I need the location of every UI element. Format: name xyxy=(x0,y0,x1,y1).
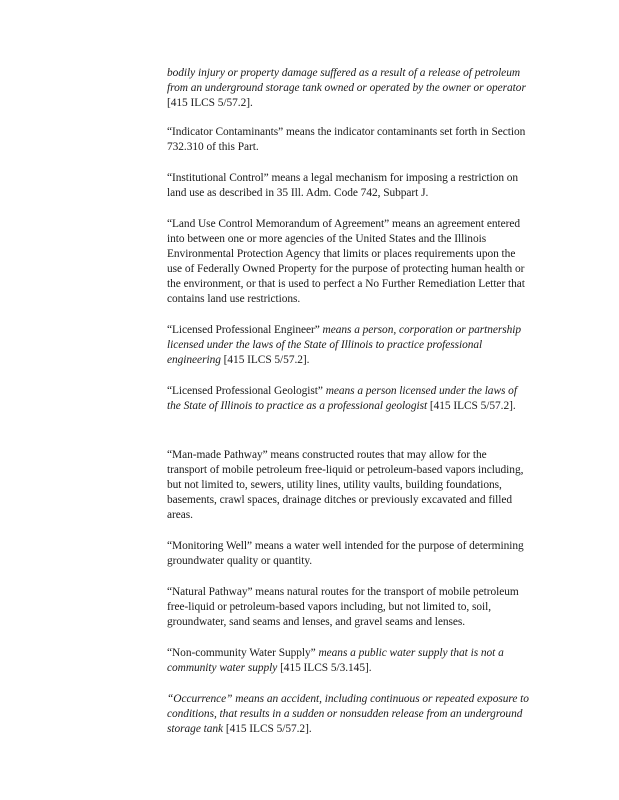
segment: [415 ILCS 5/57.2]. xyxy=(223,723,312,735)
segment: bodily injury or property damage suffered as a result of a release of petroleum from an underground storage tank owned or operated by the owner or operator xyxy=(167,67,526,94)
definition-licensed-professional-engineer xyxy=(167,323,529,368)
definition-occurrence xyxy=(167,692,529,737)
segment: “Licensed Professional Geologist” xyxy=(167,385,326,397)
segment: [415 ILCS 5/57.2]. xyxy=(167,97,253,109)
segment: means a public water supply that is not a community water supply xyxy=(167,647,504,674)
definition-owner-operator-continuation xyxy=(167,66,529,111)
segment: “Monitoring Well” means a water well intended for the purpose of determining groundwater quality or quantity. xyxy=(167,540,524,567)
segment: “Man-made Pathway” means constructed routes that may allow for the transport of mobile petroleum free-liquid or petroleum-based vapors including, but not limited to, sewers, utility lines, utility vaults, building foundations, basements, crawl spaces, drainage ditches or previously excavated and filled areas. xyxy=(167,449,524,521)
definition-indicator-contaminants xyxy=(167,125,529,155)
definition-natural-pathway xyxy=(167,585,529,630)
segment: “Licensed Professional Engineer” xyxy=(167,324,323,336)
segment: means a person licensed under the laws of the State of Illinois to practice as a professional geologist xyxy=(167,385,517,412)
segment: means a person, corporation or partnership licensed under the laws of the State of Illinois to practice professional engineering xyxy=(167,324,522,366)
definition-licensed-professional-geologist xyxy=(167,384,529,414)
segment: [415 ILCS 5/3.145]. xyxy=(277,662,372,674)
segment: “Institutional Control” means a legal mechanism for imposing a restriction on land use as described in 35 Ill. Adm. Code 742, Subpart J. xyxy=(167,172,519,199)
segment: “Indicator Contaminants” means the indicator contaminants set forth in Section 732.310 of this Part. xyxy=(167,126,526,153)
definition-man-made-pathway xyxy=(167,448,529,523)
definition-land-use-control-memorandum xyxy=(167,217,529,307)
segment: “Land Use Control Memorandum of Agreement” means an agreement entered into between one or more agencies of the United States and the Illinois Environmental Protection Agency that limits or places requirements upon the use of Federally Owned Property for the purpose of protecting human health or the environment, or that is used to perfect a No Further Remediation Letter that contains land use restrictions. xyxy=(167,218,525,305)
definitions-text xyxy=(167,66,529,753)
definition-non-community-water-supply xyxy=(167,646,529,676)
segment: [415 ILCS 5/57.2]. xyxy=(220,354,310,366)
segment: “Occurrence” means an accident, including continuous or repeated exposure to conditions, that results in a sudden or nonsudden release from an underground storage tank xyxy=(167,693,529,735)
segment: [415 ILCS 5/57.2]. xyxy=(427,400,516,412)
segment: “Non-community Water Supply” xyxy=(167,647,319,659)
segment: “Natural Pathway” means natural routes for the transport of mobile petroleum free-liquid or petroleum-based vapors including, but not limited to, soil, groundwater, sand seams and lenses, and gravel seams and lenses. xyxy=(167,586,519,628)
definition-institutional-control xyxy=(167,171,529,201)
definition-monitoring-well xyxy=(167,539,529,569)
